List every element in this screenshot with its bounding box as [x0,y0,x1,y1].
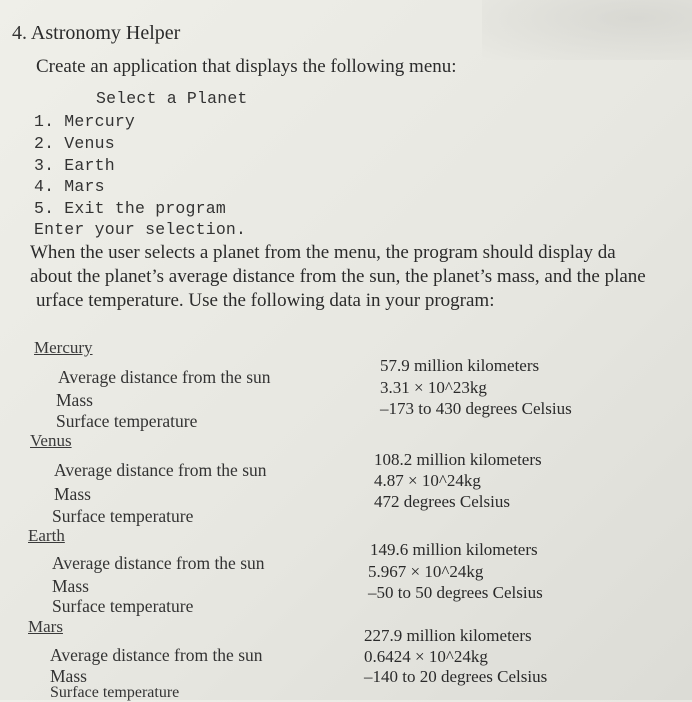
menu-item-mercury: 1. Mercury [34,112,136,131]
venus-temp-label: Surface temperature [52,506,194,526]
mercury-temp-label: Surface temperature [56,411,198,431]
mars-mass-value: 0.6424 × 10^24kg [364,647,488,666]
earth-distance-label: Average distance from the sun [52,553,265,573]
menu-title: Select a Planet [96,89,248,108]
paragraph-line-3: urface temperature. Use the following data in your program: [36,290,495,311]
venus-distance-label: Average distance from the sun [54,460,267,480]
earth-mass-label: Mass [52,576,89,596]
mercury-mass-value: 3.31 × 10^23kg [380,378,487,397]
earth-distance-value: 149.6 million kilometers [370,540,538,559]
menu-item-venus: 2. Venus [34,134,115,153]
planet-heading-earth: Earth [28,526,65,545]
mercury-mass-label: Mass [56,390,93,410]
mercury-distance-label: Average distance from the sun [58,367,271,387]
menu-item-earth: 3. Earth [34,156,115,175]
paragraph-line-2: about the planet’s average distance from the sun, the planet’s mass, and the plane [30,266,646,287]
planet-heading-mars: Mars [28,617,63,636]
exercise-title: Astronomy Helper [30,22,181,44]
mercury-temp-value: –173 to 430 degrees Celsius [380,399,572,418]
venus-distance-value: 108.2 million kilometers [374,450,542,469]
planet-heading-venus: Venus [30,431,72,450]
mars-temp-label: Surface temperature [50,684,180,701]
planet-heading-mercury: Mercury [34,338,93,357]
venus-mass-label: Mass [54,484,91,504]
earth-temp-value: –50 to 50 degrees Celsius [368,583,543,602]
blurred-corner [482,0,692,60]
mercury-distance-value: 57.9 million kilometers [380,356,540,375]
exercise-number: 4. [12,22,27,44]
mars-temp-value: –140 to 20 degrees Celsius [364,667,548,686]
exercise-heading [12,22,180,45]
earth-mass-value: 5.967 × 10^24kg [368,562,484,581]
mars-distance-label: Average distance from the sun [50,645,263,665]
menu-prompt: Enter your selection. [34,220,247,239]
mars-distance-value: 227.9 million kilometers [364,626,532,645]
menu-item-exit: 5. Exit the program [34,199,226,218]
paragraph-line-1: When the user selects a planet from the menu, the program should display da [30,242,616,263]
exercise-intro: Create an application that displays the following menu: [36,56,457,77]
mars-mass-label: Mass [50,666,87,686]
earth-temp-label: Surface temperature [52,596,194,616]
venus-temp-value: 472 degrees Celsius [374,492,510,511]
venus-mass-value: 4.87 × 10^24kg [374,471,481,490]
menu-item-mars: 4. Mars [34,177,105,196]
